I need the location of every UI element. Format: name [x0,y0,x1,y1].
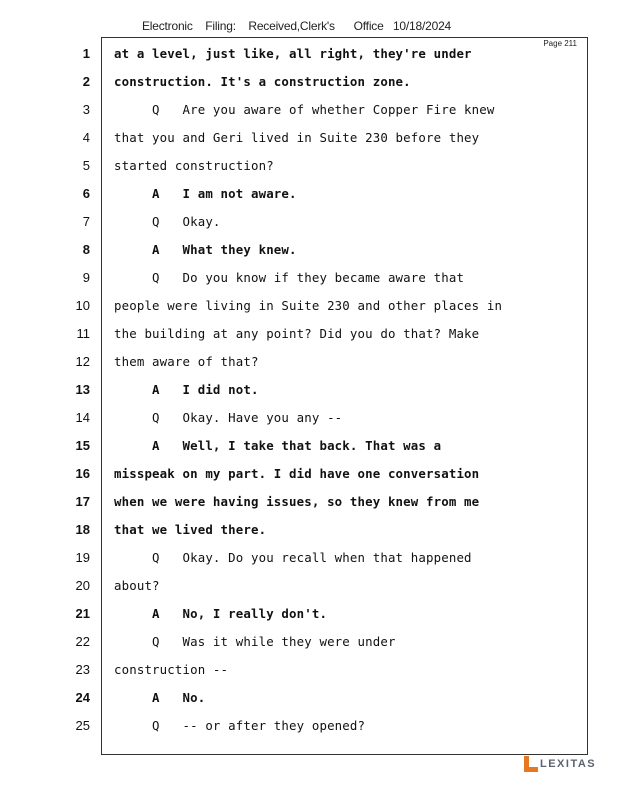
line-text: A No. [114,690,206,705]
line-number: 16 [75,466,90,481]
lexitas-logo-text: LEXITAS [540,758,597,770]
line-number: 15 [75,438,90,453]
line-number: 3 [82,102,90,117]
line-text: Q Was it while they were under [114,634,396,649]
line-number: 13 [75,382,90,397]
line-number: 23 [75,662,90,677]
transcript-line [0,572,618,600]
line-number: 12 [75,354,90,369]
line-text: misspeak on my part. I did have one conversation [114,466,480,481]
transcript-line [0,208,618,236]
line-number: 2 [82,74,90,89]
transcript-line [0,488,618,516]
page-number: Page 211 [543,39,577,48]
line-number: 21 [75,606,90,621]
transcript-line [0,656,618,684]
line-text: A No, I really don't. [114,606,328,621]
transcript-line [0,460,618,488]
transcript-line [0,348,618,376]
transcript-line [0,40,618,68]
line-text: started construction? [114,158,274,173]
line-text: when we were having issues, so they knew from me [114,494,480,509]
filing-stamp-header: Electronic Filing: Received,Clerk's Office 10/18/2024 [142,19,452,33]
transcript-line [0,264,618,292]
line-text: the building at any point? Did you do that? Make [114,326,480,341]
line-number: 18 [75,522,90,537]
transcript-line [0,96,618,124]
line-text: A What they knew. [114,242,297,257]
line-text: A I am not aware. [114,186,297,201]
line-number: 1 [82,46,90,61]
transcript-line [0,628,618,656]
line-number: 24 [75,690,90,705]
line-number: 6 [82,186,90,201]
line-text: Q Are you aware of whether Copper Fire knew [114,102,495,117]
transcript-line [0,180,618,208]
line-text: at a level, just like, all right, they're under [114,46,472,61]
lexitas-logo-mark-icon [524,756,538,772]
line-text: that you and Geri lived in Suite 230 before they [114,130,480,145]
line-number: 17 [75,494,90,509]
transcript-line [0,600,618,628]
line-number: 4 [82,130,90,145]
line-text: about? [114,578,160,593]
line-text: that we lived there. [114,522,267,537]
line-text: A I did not. [114,382,259,397]
line-text: Q Okay. Have you any -- [114,410,343,425]
line-number: 22 [75,634,90,649]
line-text: A Well, I take that back. That was a [114,438,442,453]
transcript-line [0,236,618,264]
transcript-line [0,292,618,320]
transcript-line [0,124,618,152]
line-number: 10 [75,298,90,313]
line-number: 5 [82,158,90,173]
line-number: 14 [75,410,90,425]
transcript-line [0,152,618,180]
transcript-line [0,516,618,544]
line-number: 25 [75,718,90,733]
line-number: 8 [82,242,90,257]
transcript-line [0,432,618,460]
line-number: 9 [82,270,90,285]
line-text: Q Okay. [114,214,221,229]
line-text: people were living in Suite 230 and other places in [114,298,503,313]
transcript-line [0,712,618,740]
line-number: 7 [82,214,90,229]
transcript-line [0,684,618,712]
line-text: Q Do you know if they became aware that [114,270,465,285]
transcript-line [0,404,618,432]
line-text: Q -- or after they opened? [114,718,366,733]
transcript-line [0,320,618,348]
line-number: 19 [75,550,90,565]
lexitas-logo [524,756,596,772]
line-text: construction. It's a construction zone. [114,74,411,89]
line-number: 20 [75,578,90,593]
line-text: them aware of that? [114,354,259,369]
line-number: 11 [76,326,90,341]
transcript-line [0,68,618,96]
transcript-line [0,544,618,572]
line-text: construction -- [114,662,229,677]
transcript-line [0,376,618,404]
line-text: Q Okay. Do you recall when that happened [114,550,472,565]
